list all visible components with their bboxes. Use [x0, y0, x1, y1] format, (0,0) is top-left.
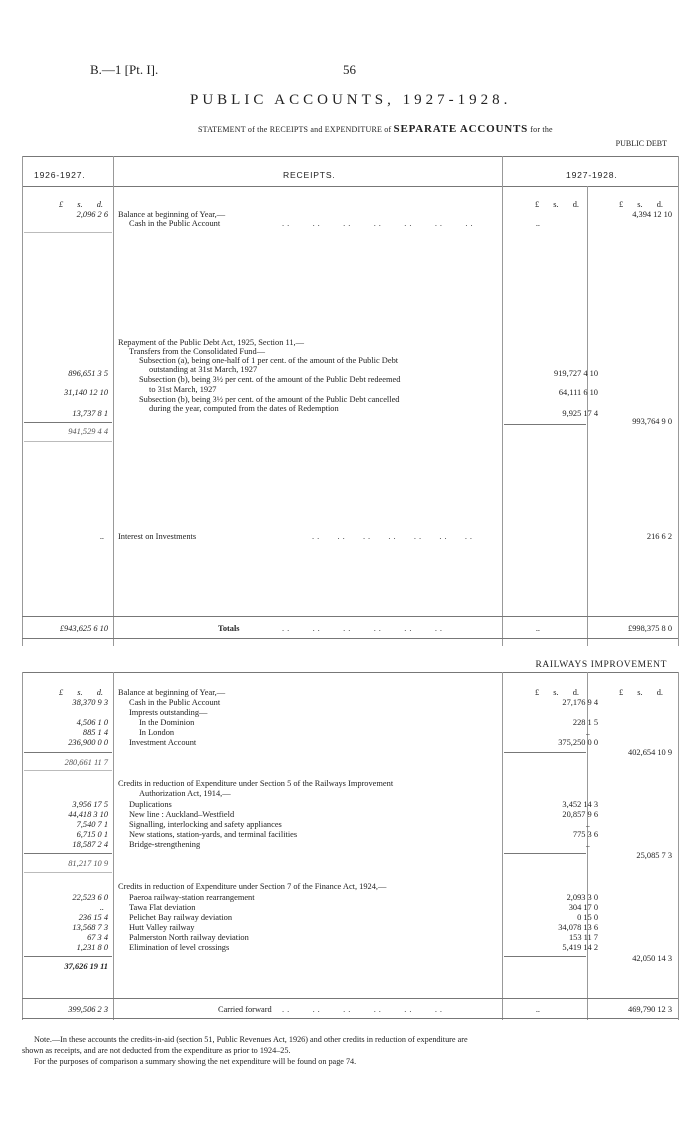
rail-imprests-label: Imprests outstanding—	[129, 708, 208, 717]
credits7-sub-prev: 37,626 19 11	[64, 962, 108, 971]
hutt-curr: 34,078 13 6	[558, 923, 598, 932]
bridge-label: Bridge-strengthening	[129, 840, 201, 849]
document-reference: B.—1 [Pt. I].	[90, 62, 159, 77]
signal-curr: ..	[585, 820, 590, 829]
railways-left-border	[22, 672, 23, 1020]
signal-prev: 7,540 7 1	[76, 820, 108, 829]
stations-curr: 775 3 6	[572, 830, 598, 839]
rail-dominion-label: In the Dominion	[139, 718, 195, 727]
prev-currency-header: £ s. d.	[59, 688, 104, 697]
totals-curr: £998,375 8 0	[628, 624, 672, 633]
rule	[504, 752, 586, 753]
dup-curr: 3,452 14 3	[562, 800, 598, 809]
cash-curr-dots: ..	[535, 219, 540, 228]
rule	[24, 872, 112, 873]
pelichet-prev: 236 15 4	[78, 913, 108, 922]
note-line-2: shown as receipts, and are not deducted from the expenditure as prior to 1924–25.	[22, 1046, 291, 1055]
stations-prev: 6,715 0 1	[76, 830, 108, 839]
sub-b1-prev: 31,140 12 10	[64, 388, 108, 397]
subtitle-bold: SEPARATE ACCOUNTS	[393, 123, 529, 135]
sub-a-label-2: outstanding at 31st March, 1927	[149, 365, 258, 374]
column-prev-year: 1926-1927.	[34, 170, 86, 180]
rail-balance-sub-prev: 280,661 11 7	[64, 758, 108, 767]
rail-dominion-curr: 228 1 5	[572, 718, 598, 727]
repay-subtotal-prev: 941,529 4 4	[68, 427, 108, 436]
rail-london-label: In London	[139, 728, 175, 737]
rail-cash-curr: 27,176 9 4	[562, 698, 598, 707]
palmerston-prev: 67 3 4	[87, 933, 108, 942]
rail-investment-prev: 236,900 0 0	[68, 738, 108, 747]
newline-curr: 20,857 9 6	[562, 810, 598, 819]
bridge-curr: ..	[585, 840, 590, 849]
statement-subtitle	[198, 123, 553, 135]
balance-heading: Balance at beginning of Year,—	[118, 210, 226, 219]
cash-prev: 2,096 2 6	[76, 210, 108, 219]
cash-label: Cash in the Public Account	[129, 219, 221, 228]
paeroa-label: Paeroa railway-station rearrangement	[129, 893, 255, 902]
railways-heading: RAILWAYS IMPROVEMENT	[535, 660, 667, 670]
carried-curr: 469,790 12 3	[628, 1005, 672, 1014]
page-title: PUBLIC ACCOUNTS, 1927-1928.	[190, 92, 512, 108]
totals-top-rule	[22, 616, 678, 617]
totals-label: Totals	[218, 624, 240, 633]
dup-prev: 3,956 17 5	[72, 800, 108, 809]
curr-currency-header: £ s. d.	[535, 200, 580, 209]
credits7-total-curr: 42,050 14 3	[632, 954, 672, 963]
railways-top-rule	[22, 672, 678, 673]
rule	[24, 956, 112, 957]
credits5-heading-1: Credits in reduction of Expenditure under Section 5 of the Railways Improvement	[118, 779, 394, 788]
leader-dots: .. .. .. .. .. ..	[282, 624, 445, 633]
railways-receipts-divider	[502, 672, 503, 1020]
note-line-3: For the purposes of comparison a summary showing the net expenditure will be found on page 74.	[34, 1057, 357, 1066]
tawa-curr: 304 17 0	[568, 903, 598, 912]
table-left-border	[22, 156, 23, 646]
rail-cash-label: Cash in the Public Account	[129, 698, 221, 707]
total-currency-header: £ s. d.	[619, 200, 664, 209]
paeroa-curr: 2,093 3 0	[566, 893, 598, 902]
rail-balance-total-curr: 402,654 10 9	[628, 748, 672, 757]
rail-balance-heading: Balance at beginning of Year,—	[118, 688, 226, 697]
sub-a-curr: 919,727 4 10	[554, 369, 598, 378]
rule	[504, 956, 586, 957]
palmerston-curr: 153 11 7	[568, 933, 598, 942]
rail-london-curr: ..	[585, 728, 590, 737]
column-curr-year: 1927-1928.	[566, 170, 618, 180]
carried-dots: ..	[535, 1005, 540, 1014]
carried-bottom-rule	[22, 1018, 678, 1019]
pelichet-label: Pelichet Bay railway deviation	[129, 913, 233, 922]
tawa-prev: ..	[99, 903, 104, 912]
transfers-label: Transfers from the Consolidated Fund—	[129, 347, 266, 356]
pelichet-curr: 0 15 0	[577, 913, 598, 922]
crossings-prev: 1,231 8 0	[76, 943, 108, 952]
newline-prev: 44,418 3 10	[68, 810, 108, 819]
prev-currency-header: £ s. d.	[59, 200, 104, 209]
leader-dots: .. .. .. .. .. .. ..	[282, 219, 476, 228]
totals-dots: ..	[535, 624, 540, 633]
sub-b1-curr: 64,111 6 10	[558, 388, 598, 397]
rule	[24, 441, 112, 442]
credits5-heading-2: Authorization Act, 1914,—	[139, 789, 231, 798]
dup-label: Duplications	[129, 800, 172, 809]
column-receipts: RECEIPTS.	[283, 170, 336, 180]
credits5-total-curr: 25,085 7 3	[636, 851, 672, 860]
carried-top-rule	[22, 998, 678, 999]
crossings-label: Elimination of level crossings	[129, 943, 230, 952]
rule	[504, 424, 586, 425]
receipts-divider	[502, 156, 503, 646]
leader-dots: .. .. .. .. .. .. ..	[312, 532, 475, 541]
total-currency-header: £ s. d.	[619, 688, 664, 697]
crossings-curr: 5,419 14 2	[562, 943, 598, 952]
rail-dominion-prev: 4,506 1 0	[76, 718, 108, 727]
sub-b2-label-1: Subsection (b), being 3½ per cent. of the amount of the Public Debt cancelled	[139, 395, 400, 404]
sub-b2-curr: 9,925 17 4	[562, 409, 598, 418]
table-top-rule	[22, 156, 678, 157]
repay-heading: Repayment of the Public Debt Act, 1925, Section 11,—	[118, 338, 305, 347]
stations-label: New stations, station-yards, and terminal facilities	[129, 830, 298, 839]
carried-label: Carried forward	[218, 1005, 272, 1014]
rule	[24, 232, 112, 233]
hutt-prev: 13,568 7 3	[72, 923, 108, 932]
bridge-prev: 18,587 2 4	[72, 840, 108, 849]
rail-investment-curr: 375,250 0 0	[558, 738, 598, 747]
subtitle-pre: STATEMENT of the RECEIPTS and EXPENDITURE of	[198, 125, 392, 134]
interest-label: Interest on Investments	[118, 532, 197, 541]
credits7-heading: Credits in reduction of Expenditure under Section 7 of the Finance Act, 1924,—	[118, 882, 387, 891]
railways-prev-divider	[113, 672, 114, 1020]
rail-cash-prev: 38,370 9 3	[72, 698, 108, 707]
credits5-sub-prev: 81,217 10 9	[68, 859, 108, 868]
totals-bottom-rule	[22, 638, 678, 639]
rule	[24, 853, 112, 854]
repay-total-curr: 993,764 9 0	[632, 417, 672, 426]
interest-curr: 216 6 2	[646, 532, 672, 541]
sub-a-prev: 896,651 3 5	[68, 369, 108, 378]
table-right-border	[678, 156, 679, 646]
rule	[24, 770, 112, 771]
paeroa-prev: 22,523 6 0	[72, 893, 108, 902]
prev-year-divider	[113, 156, 114, 646]
sub-b1-label-1: Subsection (b), being 3½ per cent. of the amount of the Public Debt redeemed	[139, 375, 401, 384]
note-line-1: Note.—In these accounts the credits-in-aid (section 51, Public Revenues Act, 1926) and other credits in reduction of expenditure are	[34, 1035, 468, 1044]
sub-a-label-1: Subsection (a), being one-half of 1 per cent. of the amount of the Public Debt	[139, 356, 399, 365]
table-header-rule	[22, 186, 678, 187]
signal-label: Signalling, interlocking and safety appliances	[129, 820, 282, 829]
curr-currency-header: £ s. d.	[535, 688, 580, 697]
hutt-label: Hutt Valley railway	[129, 923, 195, 932]
totals-prev: £943,625 6 10	[59, 624, 108, 633]
rail-london-prev: 885 1 4	[82, 728, 108, 737]
newline-label: New line : Auckland–Westfield	[129, 810, 235, 819]
tawa-label: Tawa Flat deviation	[129, 903, 196, 912]
cash-curr: 4,394 12 10	[632, 210, 672, 219]
sub-b2-label-2: during the year, computed from the dates of Redemption	[149, 404, 339, 413]
page-number: 56	[343, 62, 356, 77]
palmerston-label: Palmerston North railway deviation	[129, 933, 249, 942]
rail-investment-label: Investment Account	[129, 738, 197, 747]
railways-right-border	[678, 672, 679, 1020]
interest-prev: ..	[99, 532, 104, 541]
sub-b2-prev: 13,737 8 1	[72, 409, 108, 418]
subtitle-post: for the	[530, 125, 553, 134]
account-name-public-debt: PUBLIC DEBT	[615, 139, 667, 148]
rule	[24, 422, 112, 423]
carried-prev: 399,506 2 3	[68, 1005, 108, 1014]
rule	[24, 752, 112, 753]
sub-b1-label-2: to 31st March, 1927	[149, 385, 217, 394]
leader-dots: .. .. .. .. .. ..	[282, 1005, 445, 1014]
rule	[504, 853, 586, 854]
